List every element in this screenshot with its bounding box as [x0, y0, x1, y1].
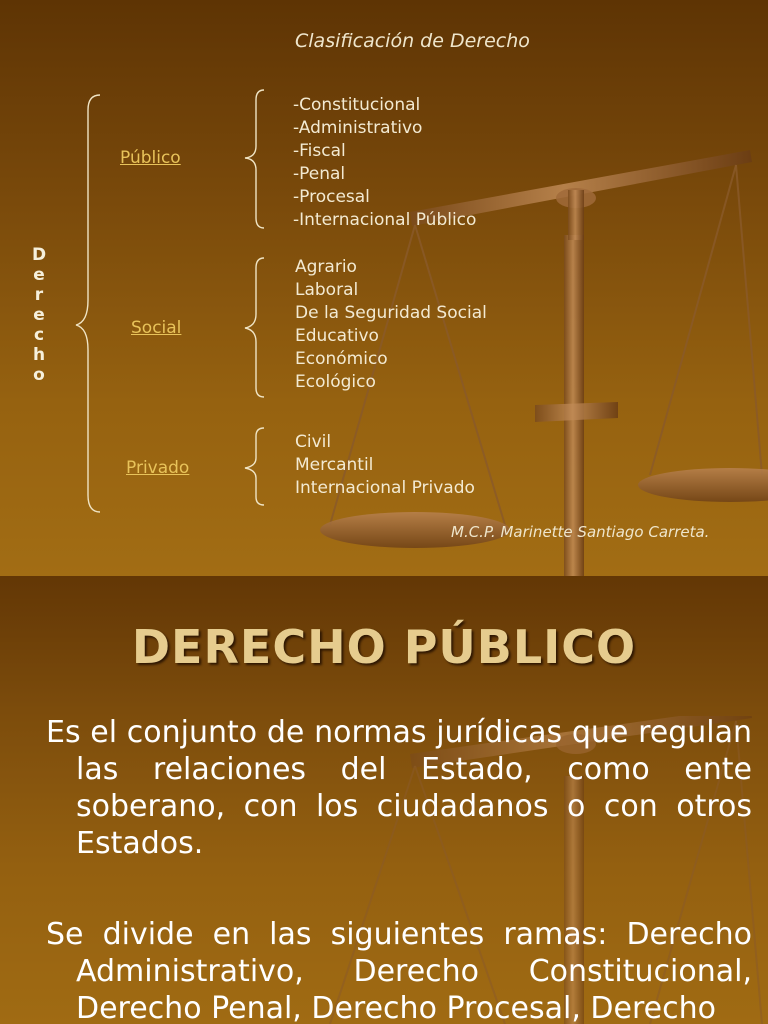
- slide-title: Clasificación de Derecho: [295, 30, 530, 52]
- letter: o: [33, 365, 45, 385]
- list-item: -Internacional Público: [293, 210, 477, 230]
- social-brace-icon: [245, 258, 264, 397]
- letter: r: [34, 285, 44, 305]
- slide-derecho-publico: [0, 576, 768, 1024]
- letter: c: [33, 325, 45, 345]
- list-item: Económico: [295, 349, 388, 369]
- list-item: De la Seguridad Social: [295, 303, 487, 323]
- list-item: -Administrativo: [293, 118, 423, 138]
- publico-list: [293, 94, 476, 232]
- paragraph-ramas: Se divide en las siguientes ramas: Derecho Administrativo, Derecho Constitucional, Derecho Penal, Derecho Procesal, Derecho: [46, 917, 752, 1024]
- list-item: Civil: [295, 432, 332, 452]
- list-item: -Constitucional: [293, 95, 421, 115]
- list-item: Laboral: [295, 280, 359, 300]
- list-item: Ecológico: [295, 372, 376, 392]
- list-item: Mercantil: [295, 455, 374, 475]
- branch-link-social[interactable]: Social: [131, 318, 182, 338]
- branch-link-publico[interactable]: Público: [120, 148, 181, 168]
- list-item: Educativo: [295, 326, 379, 346]
- letter: e: [33, 265, 45, 285]
- list-item: Agrario: [295, 257, 357, 277]
- paragraph-definition: Es el conjunto de normas jurídicas que regulan las relaciones del Estado, como ente soberano, con los ciudadanos o con otros Estados.: [46, 715, 752, 861]
- letter: D: [31, 245, 47, 265]
- author-credit: M.C.P. Marinette Santiago Carreta.: [451, 523, 710, 541]
- letter: h: [32, 345, 46, 365]
- page-title: DERECHO PÚBLICO: [131, 620, 637, 674]
- privado-brace-icon: [245, 428, 264, 505]
- letter: e: [33, 305, 45, 325]
- social-list: [295, 256, 487, 394]
- list-item: -Procesal: [293, 187, 370, 207]
- list-item: -Penal: [293, 164, 346, 184]
- privado-list: [295, 431, 475, 500]
- publico-brace-icon: [245, 90, 264, 228]
- list-item: Internacional Privado: [295, 478, 475, 498]
- big-brace-icon: [76, 95, 100, 512]
- branch-link-privado[interactable]: Privado: [126, 458, 190, 478]
- list-item: -Fiscal: [293, 141, 346, 161]
